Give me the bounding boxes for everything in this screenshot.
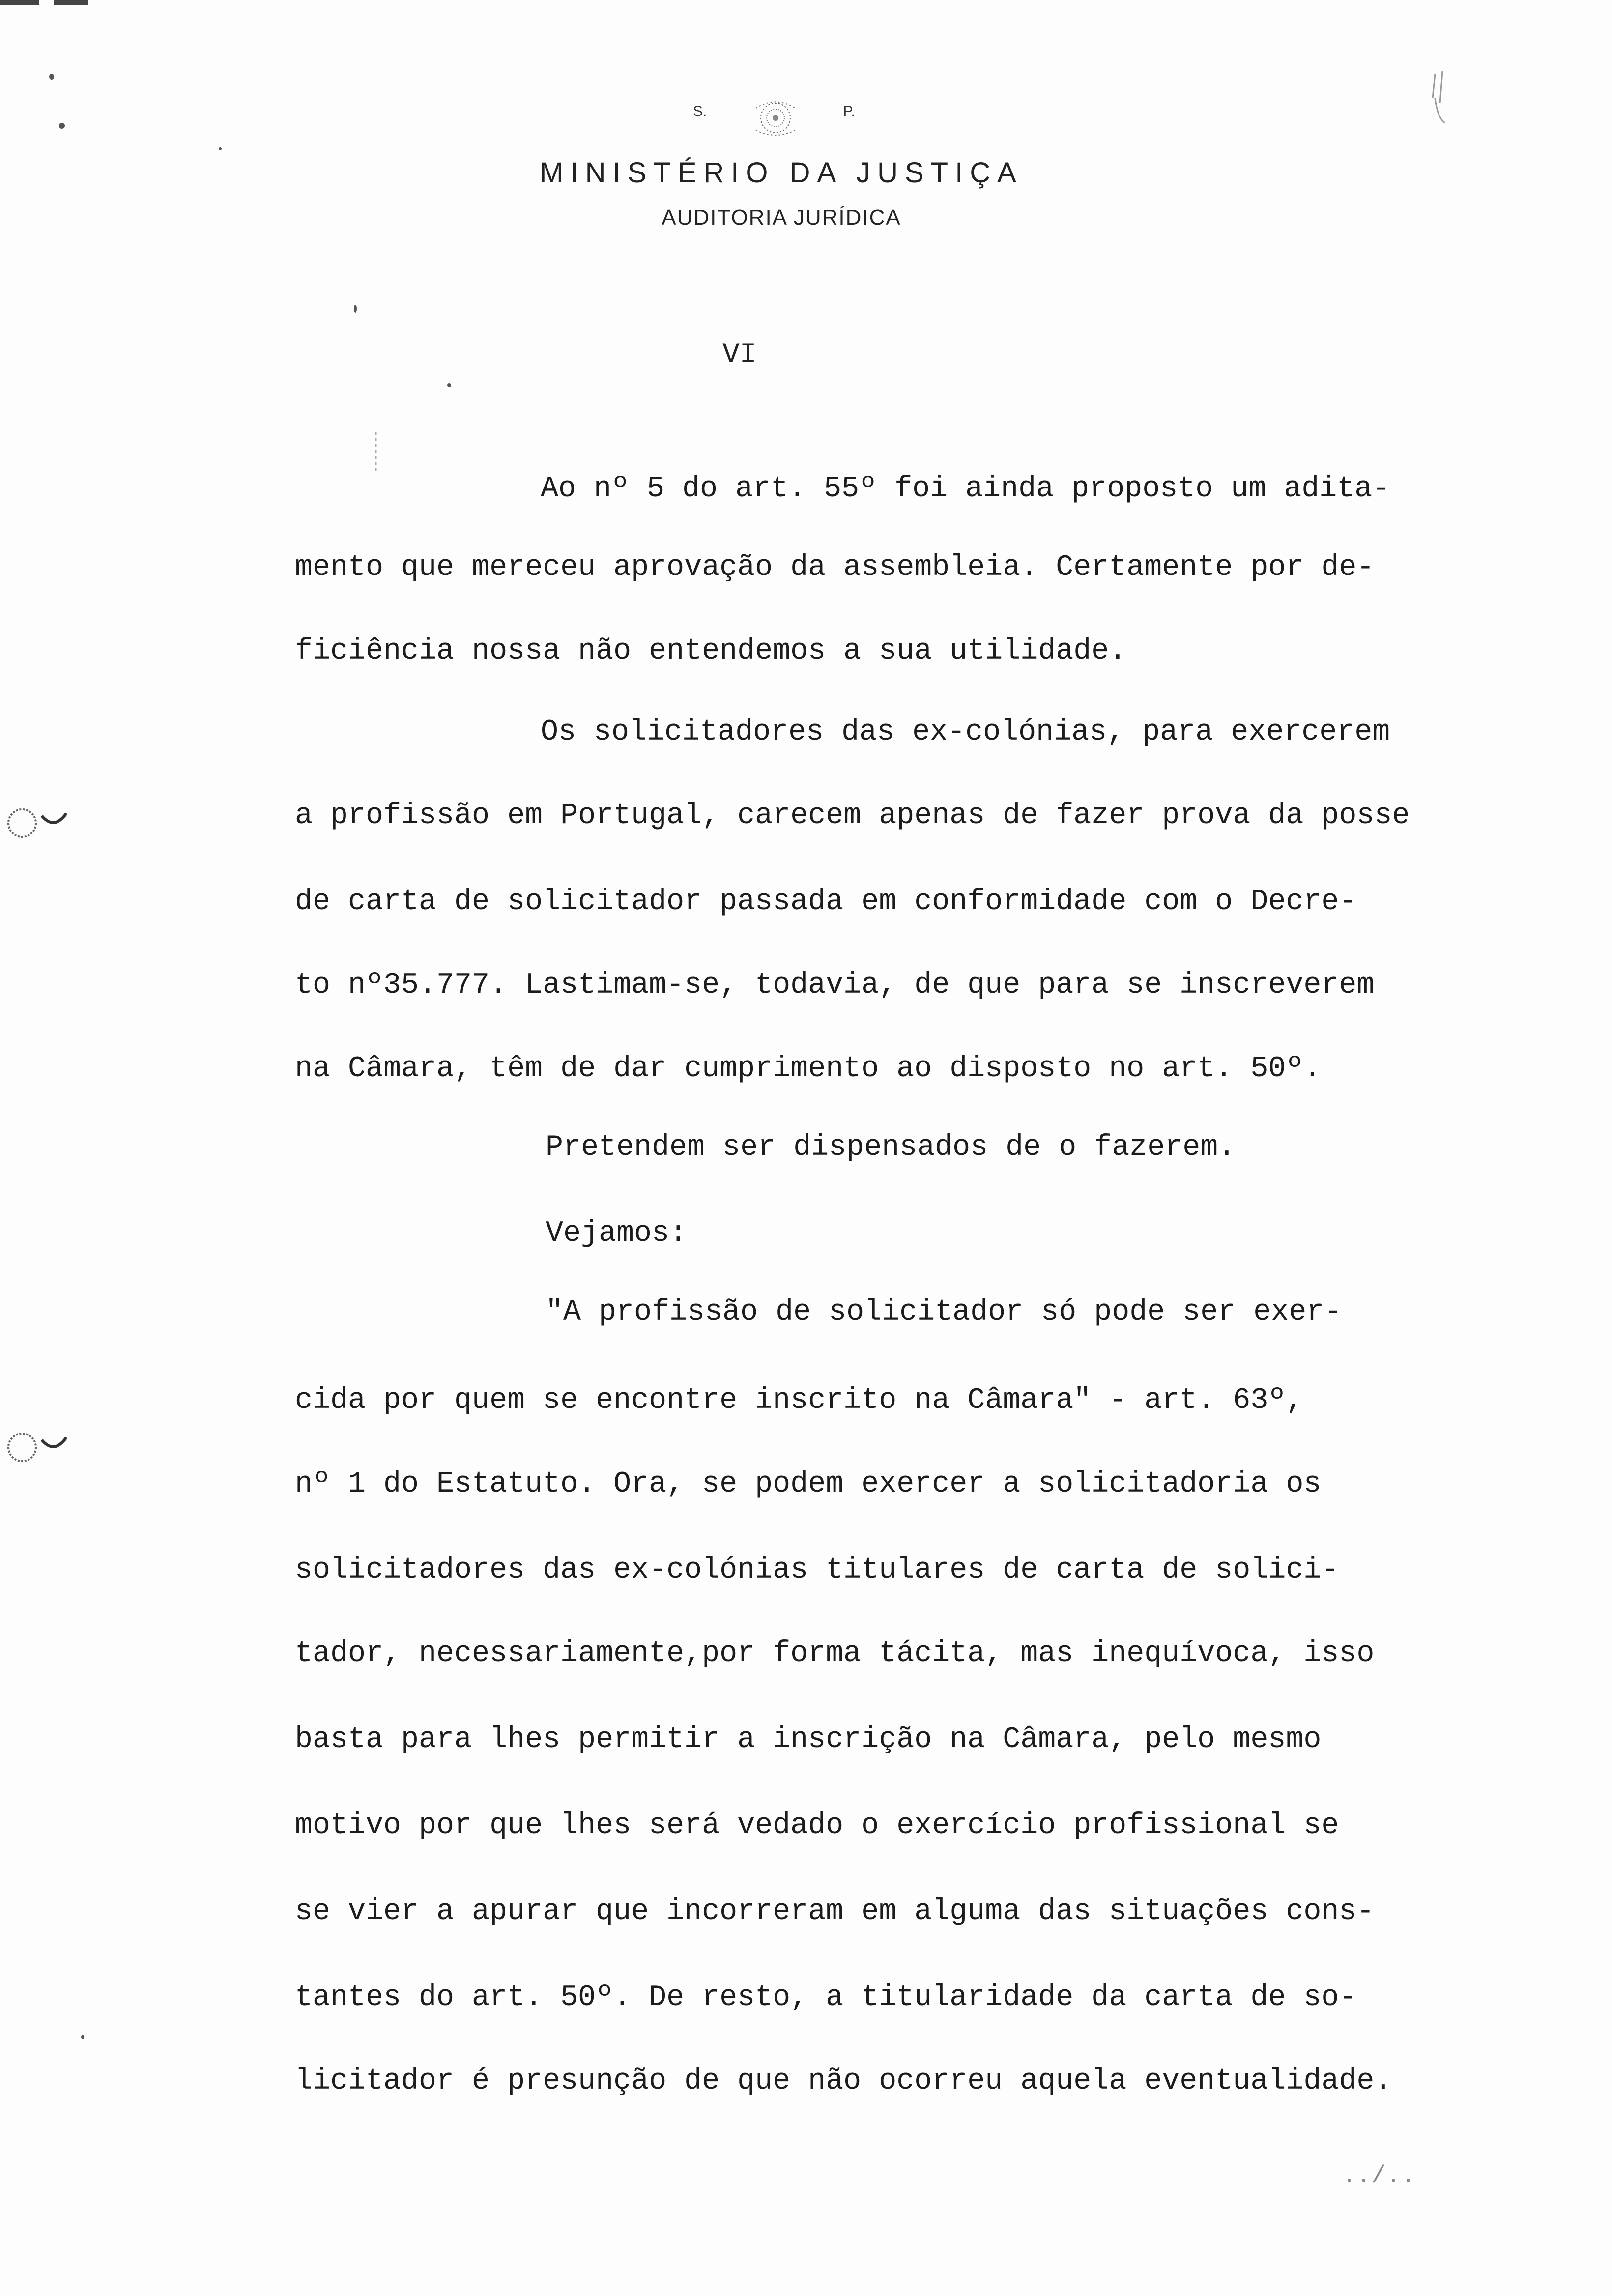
scan-speck: [447, 383, 451, 387]
body-line-15: tador, necessariamente,por forma tácita, mas inequívoca, isso: [295, 1637, 1375, 1670]
top-edge-mark: [0, 0, 93, 6]
punch-hole-mark-upper: [5, 801, 74, 845]
body-line-18: se vier a apurar que incorreram em alguma das situações cons-: [295, 1895, 1375, 1928]
coat-of-arms-seal-icon: [741, 93, 810, 143]
letterhead-seal-row: [683, 93, 870, 138]
body-line-7: to nº35.777. Lastimam-se, todavia, de que para se inscreverem: [295, 969, 1375, 1002]
body-line-5: a profissão em Portugal, carecem apenas de fazer prova da posse: [295, 799, 1410, 832]
body-line-14: solicitadores das ex-colónias titulares de carta de solici-: [295, 1553, 1339, 1587]
continuation-mark: ../..: [1342, 2162, 1416, 2190]
scan-speck: [354, 305, 357, 313]
scan-speck: [49, 74, 54, 80]
body-line-19: tantes do art. 50º. De resto, a titularidade da carta de so-: [295, 1981, 1357, 2014]
body-line-4: Os solicitadores das ex-colónias, para exercerem: [541, 716, 1390, 749]
margin-rule-mark: [374, 432, 378, 472]
body-line-13: nº 1 do Estatuto. Ora, se podem exercer a solicitadoria os: [295, 1467, 1322, 1501]
scan-speck: [219, 147, 222, 150]
department-subtitle: AUDITORIA JURÍDICA: [662, 205, 901, 230]
letterhead-p: P.: [843, 103, 855, 119]
punch-hole-mark-lower: [5, 1425, 74, 1469]
body-line-20: licitador é presunção de que não ocorreu aquela eventualidade.: [295, 2065, 1392, 2098]
section-number: VI: [722, 339, 757, 371]
scan-speck: [59, 123, 65, 129]
body-line-6: de carta de solicitador passada em conformidade com o Decre-: [295, 885, 1357, 918]
ministry-title: MINISTÉRIO DA JUSTIÇA: [540, 157, 1023, 189]
body-line-10: Vejamos:: [546, 1217, 688, 1250]
body-line-9: Pretendem ser dispensados de o fazerem.: [546, 1131, 1236, 1164]
body-line-16: basta para lhes permitir a inscrição na Câmara, pelo mesmo: [295, 1723, 1322, 1756]
scan-speck: [81, 2035, 84, 2039]
body-line-2: mento que mereceu aprovação da assembleia. Certamente por de-: [295, 551, 1375, 584]
body-line-3: ficiência nossa não entendemos a sua utilidade.: [295, 634, 1127, 668]
body-line-1: Ao nº 5 do art. 55º foi ainda proposto um adita-: [541, 472, 1390, 506]
letterhead-s: S.: [693, 103, 707, 119]
handwritten-reference-mark: [1425, 69, 1455, 128]
body-line-8: na Câmara, têm de dar cumprimento ao disposto no art. 50º.: [295, 1052, 1322, 1086]
body-line-11: "A profissão de solicitador só pode ser exer-: [546, 1295, 1342, 1329]
body-line-12: cida por quem se encontre inscrito na Câmara" - art. 63º,: [295, 1384, 1304, 1417]
body-line-17: motivo por que lhes será vedado o exercício profissional se: [295, 1809, 1339, 1842]
